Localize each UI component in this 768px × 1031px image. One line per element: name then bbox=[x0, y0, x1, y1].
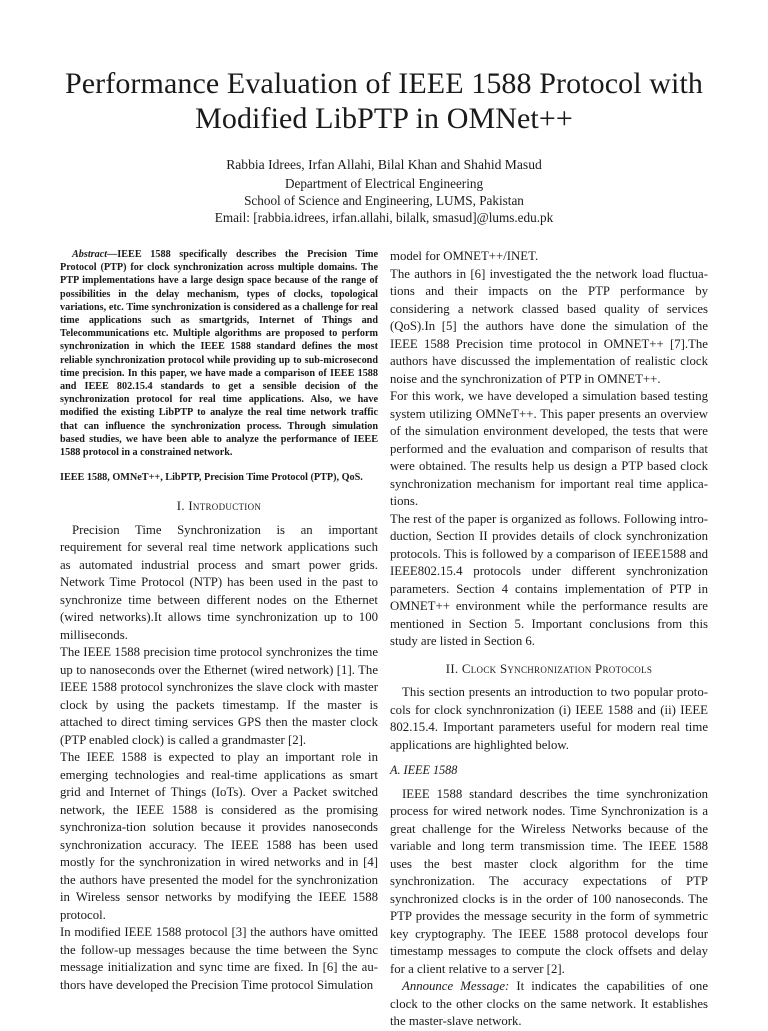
left-column bbox=[60, 248, 378, 994]
paragraph: In modified IEEE 1588 protocol [3] the authors have omitted the follow-up messages because the time between the Sync message initialization and sync time are fixed. In [6] the au-thors have developed the Precision Time protocol Simulation bbox=[60, 925, 378, 992]
paragraph-announce-message bbox=[390, 978, 708, 1031]
inline-heading: Announce Message: bbox=[402, 979, 510, 993]
abstract bbox=[60, 248, 378, 459]
section-number: II. bbox=[445, 661, 462, 676]
subsection-heading-ieee1588: A. IEEE 1588 bbox=[390, 763, 458, 777]
paragraph: The rest of the paper is organized as follows. Following intro-duction, Section II provides details of clock synchronization protocols. This is followed by a comparison of IEEE1588 and IEEE802.15.4 protocols under different synchronization parameters. Section 4 contains implementation of PTP in OMNET++ environment while the performance results are mentioned in Section 5. Important conclusions from this study are listed in Section 6. bbox=[390, 511, 708, 648]
author-block bbox=[60, 156, 708, 226]
section-title: Introduction bbox=[188, 499, 262, 514]
paragraph: The IEEE 1588 precision time protocol synchronizes the time up to nanoseconds over the Ethernet (wired network) [1]. The IEEE 1588 protocol synchronizes the slave clock with master clock by using the packets timestamp. If the master is attached to direct timing services GPS then the master clock (PTP enabled clock) is called a grandmaster [2]. bbox=[60, 645, 378, 747]
inline-text: It indicates the capabilities of one clock to the other clocks on the same network. It establishes the master-slave network. bbox=[390, 979, 709, 1028]
section-heading-introduction bbox=[60, 498, 378, 516]
paragraph: model for OMNET++/INET. bbox=[390, 249, 539, 263]
paragraph: IEEE 1588 standard describes the time synchronization process for wired network nodes. Time Synchronization is a great challenge for the Wireless Networks because of the variable and long term transmission time. The IEEE 1588 uses the best master clock algorithm for the time synchronization. The accuracy expectations of PTP synchronized clocks is in the order of 100 nanoseconds. The PTP provides the message security in the form of symmetric key cryptography. The IEEE 1588 protocol develops four timestamp messages to compute the clock offsets and delay for a client relative to a server [2]. bbox=[390, 786, 708, 976]
paragraph: The IEEE 1588 is expected to play an important role in emerging technologies and real-time applications as smart grid and Internet of Things (IoTs). Over a Packet switched network, the IEEE 1588 is considered as the promising synchroniza-tion solution because it provides nanoseconds synchronization accuracy. The IEEE 1588 has been used mostly for the synchronization in wired networks and in [4] the authors have presented the model for the synchronization in Wireless sensor networks by modifying the IEEE 1588 protocol. bbox=[60, 750, 378, 922]
section-number: I. bbox=[176, 499, 189, 514]
right-column bbox=[390, 248, 708, 1031]
paper-title: Performance Evaluation of IEEE 1588 Protocol with Modified LibPTP in OMNet++ bbox=[64, 67, 704, 135]
section-heading-clock-sync bbox=[390, 661, 708, 679]
section-title: Clock Synchronization Protocols bbox=[461, 661, 653, 676]
author-department: Department of Electrical Engineering bbox=[284, 176, 484, 191]
author-school: School of Science and Engineering, LUMS, Pakistan bbox=[244, 193, 524, 208]
paragraph: Precision Time Synchronization is an important requirement for several real time network applications such as automated industrial process and smart power grids. Network Time Protocol (NTP) has been used in the past to synchronize time between different nodes on the Ethernet (wired networks).It allows time synchronization up to 100 milliseconds. bbox=[60, 522, 378, 642]
paragraph: The authors in [6] investigated the the network load fluctua-tions and their impacts on the PTP performance by considering a network classed based quality of services (QoS).In [5] the authors have done the simulation of the IEEE 1588 Precision time protocol in OMNET++ [7].The authors have discussed the implementation of realistic clock noise and the synchronization of PTP in OMNET++. bbox=[390, 266, 708, 386]
abstract-label: Abstract bbox=[72, 249, 108, 260]
paragraph: For this work, we have developed a simulation based testing system utilizing OMNeT++. This paper presents an overview of the simulation environment developed, the tests that were performed and the evaluation and comparison of results that were obtained. The results help us design a PTP based clock synchronization mechanism for important real time applica-tions. bbox=[390, 389, 708, 508]
paragraph: This section presents an introduction to two popular proto-cols for clock synchnronization (i) IEEE 1588 and (ii) IEEE 802.15.4. Important parameters useful for modern real time applications are highlighted below. bbox=[390, 685, 708, 752]
abstract-text: —IEEE 1588 specifically describes the Precision Time Protocol (PTP) for clock synchronization across multiple domains. The PTP implementations have a large design space because of the range of possibilities in the delay mechanism, types of clocks, topological variations, etc. Time synchronization is considered as a challenge for real time applications such as smartgrids, Internet of Things and Telecommunications etc. Multiple algorithms are proposed to perform synchronization in which the IEEE 1588 standard defines the most reliable synchronization protocol while providing up to sub-microsecond time precision. In this paper, we have made a comparison of IEEE 1588 and IEEE 802.15.4 standards to get a sensible decision of the synchronization protocol for real time applications. Also, we have modified the existing LibPTP to analyze the real time network traffic that can influence the synchronization process. Through simulation based studies, we have been able to analyze the performance of IEEE 1588 protocol in a constrained network. bbox=[60, 249, 378, 459]
author-email: Email: [rabbia.idrees, irfan.allahi, bilalk, smasud]@lums.edu.pk bbox=[214, 210, 554, 225]
author-names: Rabbia Idrees, Irfan Allahi, Bilal Khan and Shahid Masud bbox=[226, 157, 542, 172]
index-terms: IEEE 1588, OMNeT++, LibPTP, Precision Time Protocol (PTP), QoS. bbox=[60, 472, 363, 484]
